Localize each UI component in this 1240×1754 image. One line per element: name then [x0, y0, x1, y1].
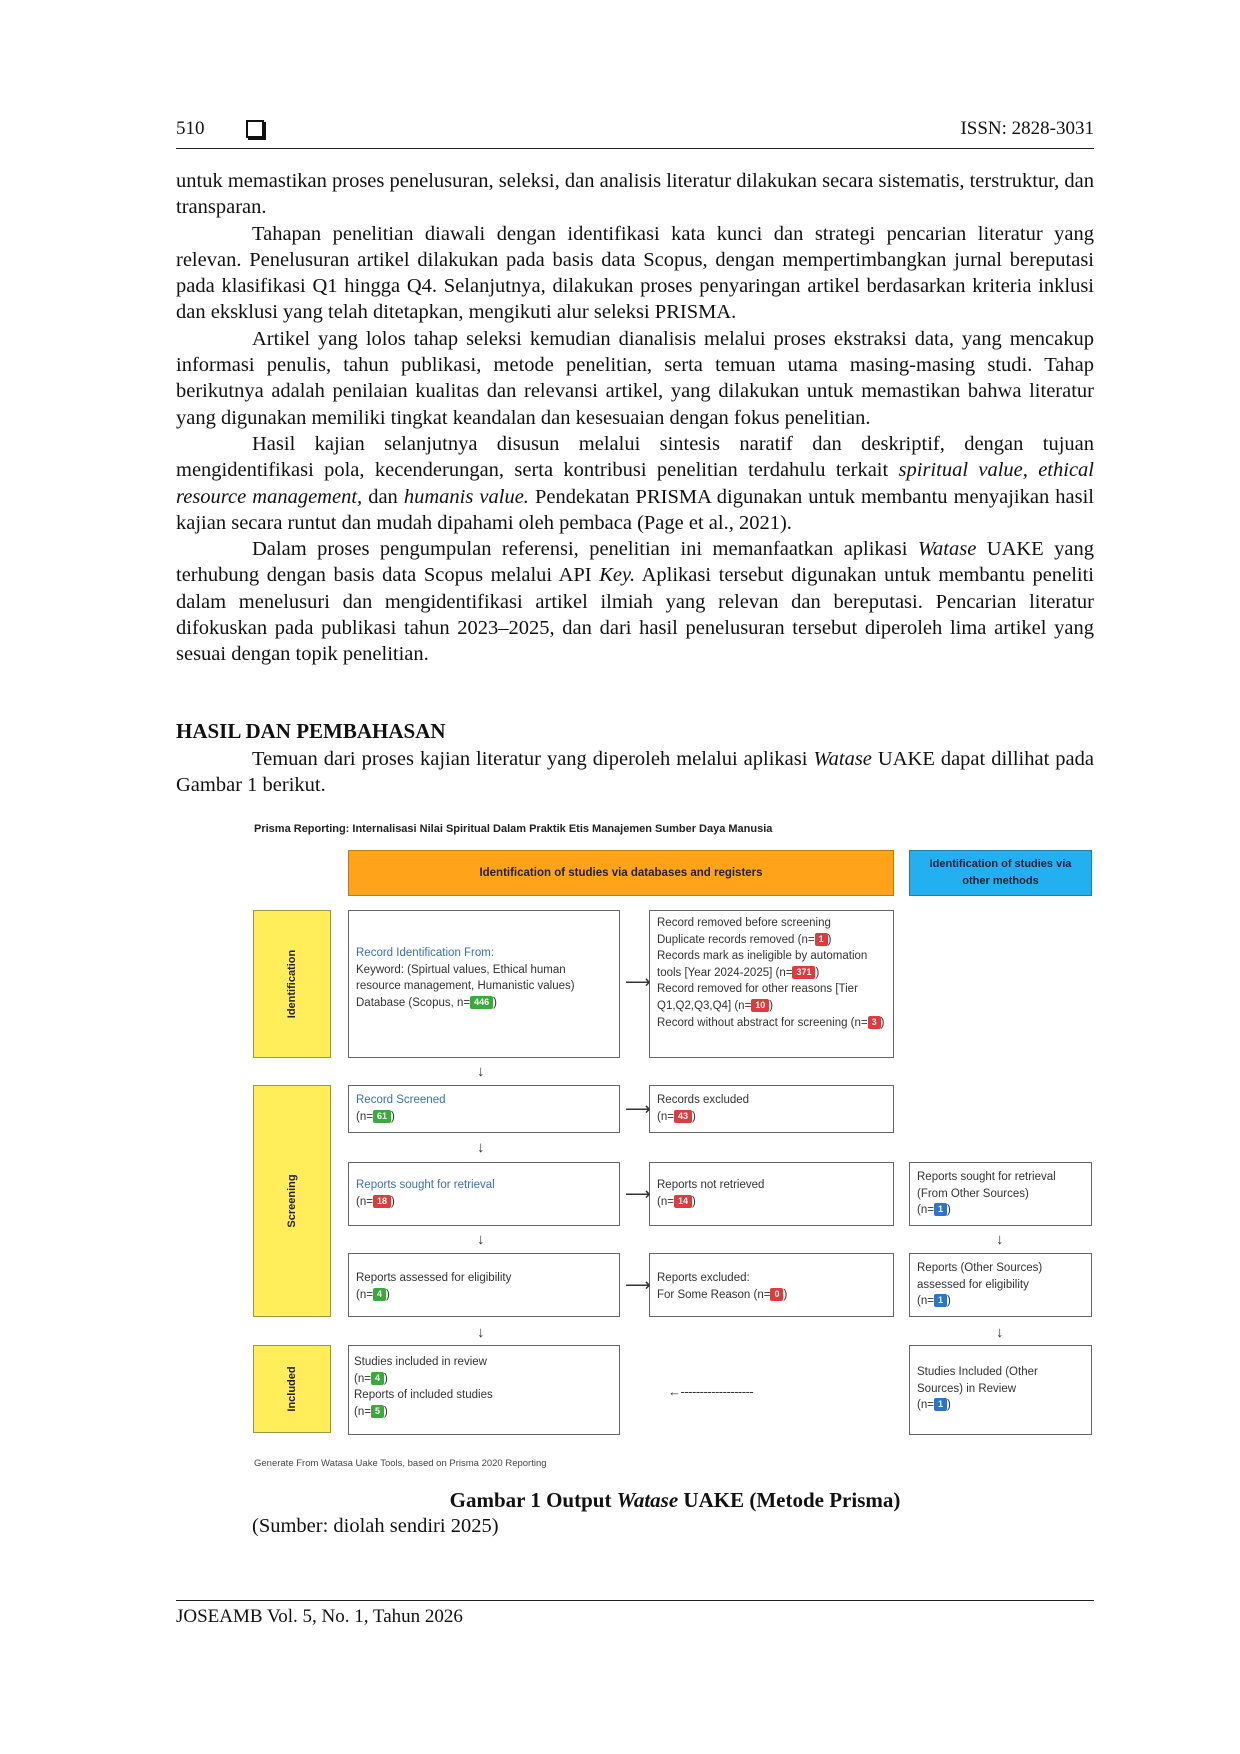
arrow-down-icon: ↓	[477, 1139, 485, 1156]
page-number: 510	[176, 118, 205, 139]
arrow-down-icon: ↓	[477, 1324, 485, 1341]
other-methods-header: Identification of studies via other methods	[909, 850, 1092, 896]
paragraph: Temuan dari proses kajian literatur yang diperoleh melalui aplikasi Watase UAKE dapat dillihat pada Gambar 1 berikut.	[176, 748, 1094, 797]
figure-footnote: Generate From Watasa Uake Tools, based on Prisma 2020 Reporting	[254, 1458, 547, 1469]
arrow-down-icon: ↓	[477, 1063, 485, 1080]
reports-not-retrieved-box: Reports not retrieved (n= 14 )	[649, 1162, 894, 1226]
section-heading: HASIL DAN PEMBAHASAN	[176, 719, 446, 743]
issn: ISSN: 2828-3031	[960, 118, 1094, 139]
other-reports-sought-box: Reports sought for retrieval (From Other Sources) (n= 1 )	[909, 1162, 1092, 1226]
dashed-arrow-left-icon: ←-------------------	[668, 1384, 754, 1399]
page-footer: JOSEAMB Vol. 5, No. 1, Tahun 2026	[176, 1600, 1094, 1628]
square-bullet-icon	[246, 120, 264, 138]
records-removed-box: Record removed before screening Duplicate records removed (n= 1 ) Records mark as ineligible by automation tools [Year 2024-2025] (n= 371 ) Record removed for other reasons [Tier Q1,Q2,Q3,Q4] (n= 10 ) Record without abstract for screening (n= 3 )	[649, 910, 894, 1058]
other-reports-assessed-box: Reports (Other Sources) assessed for eligibility (n= 1 )	[909, 1253, 1092, 1317]
page-header	[176, 118, 1094, 149]
paragraph: Artikel yang lolos tahap seleksi kemudian dianalisis melalui proses ekstraksi data, yang mencakup informasi penulis, tahun publikasi, metode penelitian, serta temuan utama masing-masing studi. Tahap berikutnya adalah penilaian kualitas dan relevansi artikel, yang dilakukan untuk memastikan bahwa literatur yang digunakan memiliki tingkat keandalan dan kesesuaian dengan fokus penelitian.	[176, 327, 1094, 429]
databases-header: Identification of studies via databases and registers	[348, 850, 894, 896]
phase-screening: Screening	[253, 1085, 331, 1317]
phase-identification: Identification	[253, 910, 331, 1058]
studies-included-box: Studies included in review (n= 4 ) Reports of included studies (n= 5 )	[348, 1345, 620, 1435]
paragraph: untuk memastikan proses penelusuran, seleksi, dan analisis literatur dilakukan secara sistematis, terstruktur, dan transparan.	[176, 170, 1095, 219]
body-text	[176, 746, 1094, 799]
figure-caption: Gambar 1 Output Watase UAKE (Metode Prisma)	[449, 1488, 901, 1512]
arrow-down-icon: ↓	[996, 1324, 1004, 1341]
arrow-down-icon: ↓	[996, 1231, 1004, 1248]
paragraph: Tahapan penelitian diawali dengan identifikasi kata kunci dan strategi pencarian literatur yang relevan. Penelusuran artikel dilakukan pada basis data Scopus, dengan mempertimbangkan jurnal bereputasi pada klasifikasi Q1 hingga Q4. Selanjutnya, dilakukan proses penyaringan artikel berdasarkan kriteria inklusi dan eksklusi yang telah ditetapkan, mengikuti alur seleksi PRISMA.	[176, 222, 1094, 324]
figure-source: (Sumber: diolah sendiri 2025)	[252, 1515, 499, 1537]
prisma-figure	[252, 820, 1092, 1480]
reports-sought-box: Reports sought for retrieval (n= 18 )	[348, 1162, 620, 1226]
phase-included: Included	[253, 1345, 331, 1433]
records-screened-box: Record Screened (n= 61 )	[348, 1085, 620, 1133]
reports-excluded-box: Reports excluded: For Some Reason (n= 0 )	[649, 1253, 894, 1317]
records-identified-box: Record Identification From: Keyword: (Spirtual values, Ethical human resource management, Humanistic values) Database (Scopus, n= 446 )	[348, 910, 620, 1058]
figure-title: Prisma Reporting: Internalisasi Nilai Spiritual Dalam Praktik Etis Manajemen Sumber Daya Manusia	[254, 823, 773, 835]
arrow-right-icon: ⟶	[625, 1275, 651, 1295]
records-excluded-box: Records excluded (n= 43 )	[649, 1085, 894, 1133]
arrow-down-icon: ↓	[477, 1231, 485, 1248]
arrow-right-icon: ⟶	[625, 1099, 651, 1119]
body-text	[176, 168, 1094, 668]
other-studies-included-box: Studies Included (Other Sources) in Review (n= 1 )	[909, 1345, 1092, 1435]
paragraph: Dalam proses pengumpulan referensi, penelitian ini memanfaatkan aplikasi Watase UAKE yang terhubung dengan basis data Scopus melalui API Key. Aplikasi tersebut digunakan untuk membantu peneliti dalam menelusuri dan mengidentifikasi artikel ilmiah yang relevan dan bereputasi. Pencarian literatur difokuskan pada publikasi tahun 2023–2025, dan dari hasil penelusuran tersebut diperoleh lima artikel yang sesuai dengan topik penelitian.	[176, 538, 1094, 666]
arrow-right-icon: ⟶	[625, 972, 651, 992]
reports-assessed-box: Reports assessed for eligibility (n= 4 )	[348, 1253, 620, 1317]
paragraph: Hasil kajian selanjutnya disusun melalui sintesis naratif dan deskriptif, dengan tujuan mengidentifikasi pola, kecenderungan, serta kontribusi penelitian terdahulu terkait spiritual value, ethical resource management, dan humanis value. Pendekatan PRISMA digunakan untuk membantu menyajikan hasil kajian secara runtut dan mudah dipahami oleh pembaca (Page et al., 2021).	[176, 432, 1095, 534]
arrow-right-icon: ⟶	[625, 1184, 651, 1204]
